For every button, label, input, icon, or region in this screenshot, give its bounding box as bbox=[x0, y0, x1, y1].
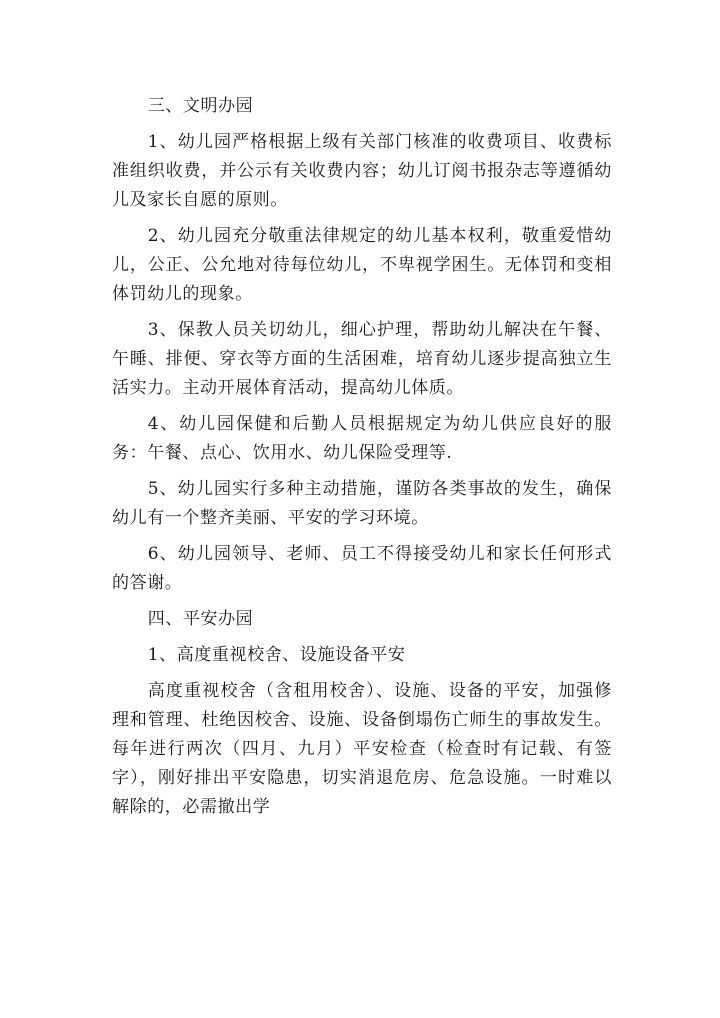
paragraph-rights: 2、幼儿园充分敬重法律规定的幼儿基本权利，敬重爱惜幼儿，公正、公允地对待每位幼儿，不卑视学困生。无体罚和变相体罚幼儿的现象。 bbox=[112, 226, 612, 304]
paragraph-care: 3、保教人员关切幼儿，细心护理，帮助幼儿解决在午餐、午睡、排便、穿衣等方面的生活困难，培育幼儿逐步提高独立生活实力。主动开展体育活动，提高幼儿体质。 bbox=[112, 320, 612, 398]
paragraph-services: 4、幼儿园保健和后勤人员根据规定为幼儿供应良好的服务：午餐、点心、饮用水、幼儿保险受理等. bbox=[112, 414, 612, 463]
paragraph-safety-measures: 5、幼儿园实行多种主动措施，谨防各类事故的发生，确保幼儿有一个整齐美丽、平安的学习环境。 bbox=[112, 479, 612, 528]
paragraph-fees: 1、幼儿园严格根据上级有关部门核准的收费项目、收费标准组织收费，并公示有关收费内容；幼儿订阅书报杂志等遵循幼儿及家长自愿的原则。 bbox=[112, 132, 612, 210]
section-heading-civilized: 三、文明办园 bbox=[147, 96, 254, 116]
paragraph-buildings: 高度重视校舍（含租用校舍）、设施、设备的平安，加强修理和管理、杜绝因校舍、设施、设备倒塌伤亡师生的事故发生。每年进行两次（四月、九月）平安检查（检查时有记载、有签字），刚好排出平安隐患，切实消退危房、危急设施。一时难以解除的，必需撤出学 bbox=[112, 681, 612, 817]
document-body bbox=[112, 92, 612, 829]
section-heading-safety: 四、平安办园 bbox=[147, 609, 254, 629]
subheading-buildings: 1、高度重视校舍、设施设备平安 bbox=[147, 645, 406, 665]
paragraph-gifts: 6、幼儿园领导、老师、员工不得接受幼儿和家长任何形式的答谢。 bbox=[112, 544, 612, 593]
